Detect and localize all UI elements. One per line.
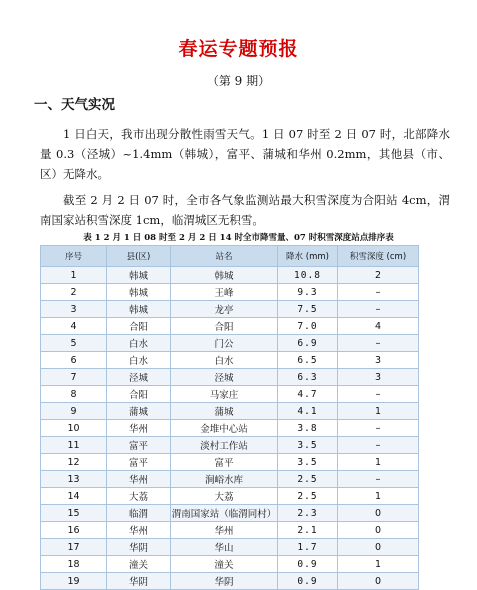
cell-snow-depth: 1	[338, 488, 419, 505]
paragraph-snow-depth: 截至 2 月 2 日 07 时，全市各气象监测站最大积雪深度为合阳站 4cm，渭南国家站积雪深度 1cm，临渭城区无积雪。	[40, 193, 450, 227]
cell-station: 龙亭	[171, 301, 278, 318]
table-row	[41, 488, 419, 505]
cell-county: 富平	[107, 437, 171, 454]
table-row	[41, 352, 419, 369]
cell-station: 富平	[171, 454, 278, 471]
cell-index: 5	[41, 335, 107, 352]
cell-county: 华州	[107, 420, 171, 437]
cell-county: 华州	[107, 522, 171, 539]
table-row	[41, 369, 419, 386]
cell-precipitation: 0.9	[278, 573, 338, 590]
cell-index: 1	[41, 267, 107, 284]
snowfall-ranking-table	[40, 245, 419, 590]
table-row	[41, 471, 419, 488]
cell-precipitation: 1.7	[278, 539, 338, 556]
cell-county: 合阳	[107, 386, 171, 403]
cell-snow-depth: –	[338, 471, 419, 488]
cell-snow-depth: 1	[338, 403, 419, 420]
cell-index: 7	[41, 369, 107, 386]
table-row	[41, 335, 419, 352]
cell-county: 华阴	[107, 539, 171, 556]
cell-station: 泾城	[171, 369, 278, 386]
cell-index: 4	[41, 318, 107, 335]
cell-precipitation: 2.1	[278, 522, 338, 539]
cell-snow-depth: –	[338, 420, 419, 437]
table-row	[41, 284, 419, 301]
cell-snow-depth: 0	[338, 573, 419, 590]
cell-precipitation: 10.8	[278, 267, 338, 284]
cell-index: 3	[41, 301, 107, 318]
cell-snow-depth: 0	[338, 505, 419, 522]
cell-county: 蒲城	[107, 403, 171, 420]
cell-precipitation: 3.8	[278, 420, 338, 437]
cell-precipitation: 9.3	[278, 284, 338, 301]
table-row	[41, 454, 419, 471]
cell-station: 潼关	[171, 556, 278, 573]
cell-station: 华山	[171, 539, 278, 556]
cell-precipitation: 7.5	[278, 301, 338, 318]
cell-index: 15	[41, 505, 107, 522]
cell-county: 临渭	[107, 505, 171, 522]
table-row	[41, 556, 419, 573]
cell-station: 白水	[171, 352, 278, 369]
cell-index: 2	[41, 284, 107, 301]
cell-index: 6	[41, 352, 107, 369]
cell-precipitation: 0.9	[278, 556, 338, 573]
header-station: 站名	[171, 246, 278, 267]
cell-snow-depth: 0	[338, 522, 419, 539]
cell-county: 白水	[107, 352, 171, 369]
cell-station: 蒲城	[171, 403, 278, 420]
table-caption: 表 1 2 月 1 日 08 时至 2 月 2 日 14 时全市降雪量、07 时积雪深度站点排序表	[83, 233, 394, 243]
cell-county: 韩城	[107, 267, 171, 284]
cell-station: 华阴	[171, 573, 278, 590]
cell-station: 马家庄	[171, 386, 278, 403]
cell-snow-depth: 4	[338, 318, 419, 335]
cell-precipitation: 2.3	[278, 505, 338, 522]
cell-station: 韩城	[171, 267, 278, 284]
cell-station: 涧峪水库	[171, 471, 278, 488]
cell-index: 12	[41, 454, 107, 471]
cell-snow-depth: –	[338, 284, 419, 301]
cell-county: 富平	[107, 454, 171, 471]
cell-snow-depth: –	[338, 301, 419, 318]
section-heading: 一、天气实况	[34, 97, 115, 113]
header-snow-depth: 积雪深度 (cm)	[338, 246, 419, 267]
cell-index: 17	[41, 539, 107, 556]
cell-snow-depth: –	[338, 386, 419, 403]
table-row	[41, 437, 419, 454]
cell-snow-depth: –	[338, 335, 419, 352]
cell-snow-depth: 2	[338, 267, 419, 284]
cell-index: 11	[41, 437, 107, 454]
cell-precipitation: 4.7	[278, 386, 338, 403]
cell-precipitation: 4.1	[278, 403, 338, 420]
cell-station: 大荔	[171, 488, 278, 505]
cell-station: 金堆中心站	[171, 420, 278, 437]
cell-snow-depth: 3	[338, 369, 419, 386]
cell-snow-depth: 1	[338, 454, 419, 471]
cell-precipitation: 6.9	[278, 335, 338, 352]
cell-snow-depth: 1	[338, 556, 419, 573]
table-row	[41, 522, 419, 539]
paragraph-observation: 1 日白天，我市出现分散性雨雪天气。1 日 07 时至 2 日 07 时，北部降水量 0.3（泾城）~1.4mm（韩城），富平、蒲城和华州 0.2mm，其他县（市、区）无降水。	[40, 127, 450, 181]
cell-county: 潼关	[107, 556, 171, 573]
issue-number: （第 9 期）	[206, 74, 271, 88]
table-header-row	[41, 246, 419, 267]
cell-county: 华阴	[107, 573, 171, 590]
cell-precipitation: 2.5	[278, 488, 338, 505]
cell-index: 19	[41, 573, 107, 590]
table-row	[41, 403, 419, 420]
header-county: 县(区)	[107, 246, 171, 267]
cell-county: 韩城	[107, 301, 171, 318]
cell-county: 泾城	[107, 369, 171, 386]
cell-index: 16	[41, 522, 107, 539]
cell-station: 华州	[171, 522, 278, 539]
table-row	[41, 301, 419, 318]
header-precipitation: 降水 (mm)	[278, 246, 338, 267]
cell-snow-depth: –	[338, 437, 419, 454]
cell-index: 18	[41, 556, 107, 573]
document-title: 春运专题预报	[178, 38, 299, 60]
table-row	[41, 573, 419, 590]
cell-station: 王峰	[171, 284, 278, 301]
table-row	[41, 386, 419, 403]
cell-precipitation: 2.5	[278, 471, 338, 488]
cell-county: 合阳	[107, 318, 171, 335]
cell-station: 合阳	[171, 318, 278, 335]
cell-station: 淡村工作站	[171, 437, 278, 454]
cell-index: 10	[41, 420, 107, 437]
cell-county: 韩城	[107, 284, 171, 301]
cell-county: 华州	[107, 471, 171, 488]
cell-index: 14	[41, 488, 107, 505]
cell-precipitation: 6.5	[278, 352, 338, 369]
table-row	[41, 318, 419, 335]
table-row	[41, 505, 419, 522]
cell-index: 8	[41, 386, 107, 403]
cell-snow-depth: 0	[338, 539, 419, 556]
table-row	[41, 267, 419, 284]
cell-county: 白水	[107, 335, 171, 352]
table-row	[41, 539, 419, 556]
cell-county: 大荔	[107, 488, 171, 505]
cell-precipitation: 7.0	[278, 318, 338, 335]
cell-precipitation: 3.5	[278, 437, 338, 454]
cell-index: 9	[41, 403, 107, 420]
cell-snow-depth: 3	[338, 352, 419, 369]
cell-precipitation: 6.3	[278, 369, 338, 386]
table-row	[41, 420, 419, 437]
header-index: 序号	[41, 246, 107, 267]
cell-station: 渭南国家站（临渭同村）	[171, 505, 278, 522]
cell-index: 13	[41, 471, 107, 488]
cell-precipitation: 3.5	[278, 454, 338, 471]
cell-station: 门公	[171, 335, 278, 352]
